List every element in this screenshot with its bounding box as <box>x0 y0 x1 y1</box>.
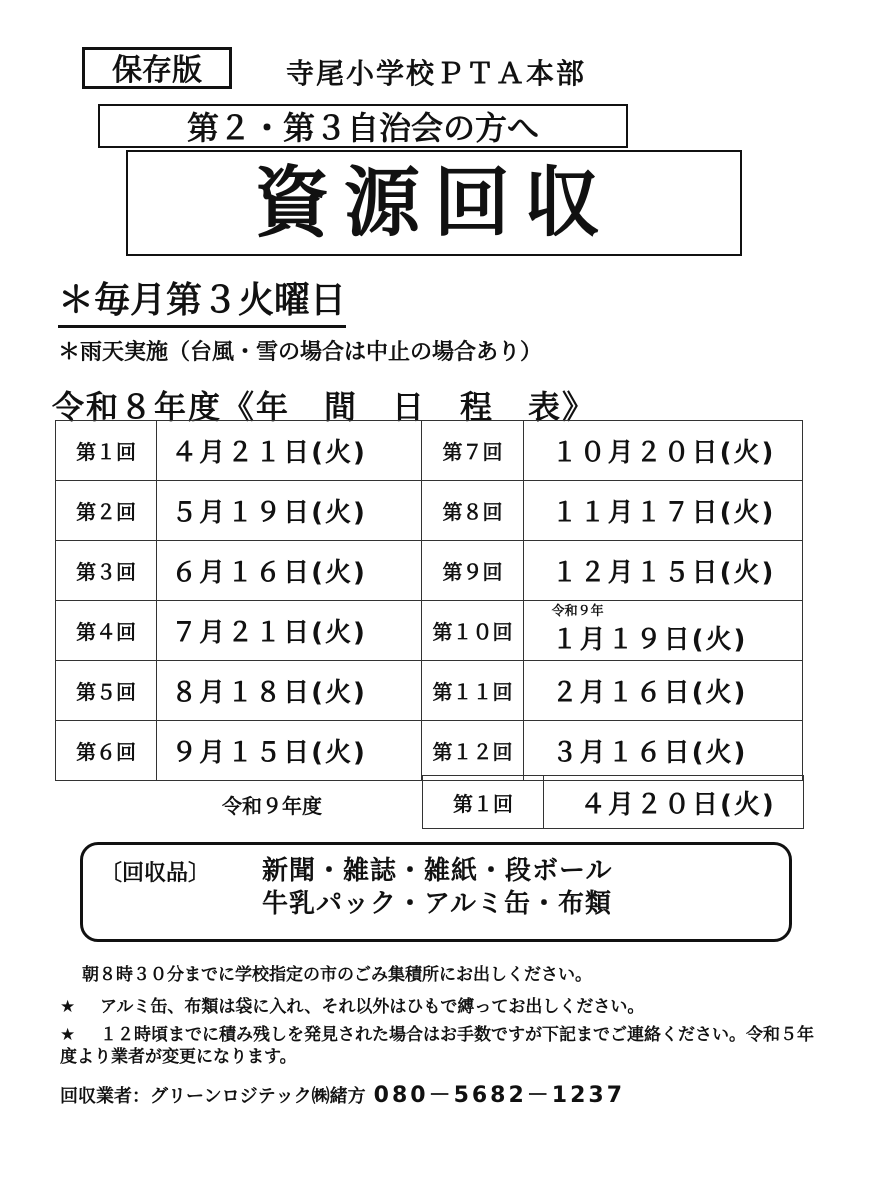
round-number: 第１０回 <box>422 601 523 661</box>
round-number: 第４回 <box>56 601 157 661</box>
badge-keep-edition: 保存版 <box>82 47 232 89</box>
collection-items-line: 新聞・雑誌・雑紙・段ボール <box>262 856 613 886</box>
round-date: ６月１６日(火) <box>157 541 422 601</box>
round-number: 第３回 <box>56 541 157 601</box>
round-date: ５月１９日(火) <box>157 481 422 541</box>
vendor-phone: 080－5682－1237 <box>373 1083 626 1108</box>
star-icon: ★ <box>60 1025 76 1045</box>
round-date: ４月２０日(火) <box>544 776 804 829</box>
collection-items-label: 〔回収品〕 <box>100 861 211 886</box>
round-date: ８月１８日(火) <box>157 661 422 721</box>
round-number: 第１２回 <box>422 721 523 781</box>
vendor-label: 回収業者：グリーンロジテック㈱緒方 <box>60 1086 366 1107</box>
page-title: 資源回収 <box>126 150 742 256</box>
round-number: 第９回 <box>422 541 523 601</box>
next-year-table <box>422 775 804 829</box>
audience-label: 第２・第３自治会の方へ <box>98 104 628 148</box>
round-number: 第１回 <box>423 776 544 829</box>
round-number: 第２回 <box>56 481 157 541</box>
round-date: １０月２０日(火) <box>523 421 802 481</box>
round-date: ２月１６日(火) <box>523 661 802 721</box>
table-row <box>56 661 803 721</box>
note-text: １２時頃までに積み残しを発見された場合はお手数ですが下記までご連絡ください。令和５年度より業者が変更になります。 <box>60 1025 814 1067</box>
round-number: 第５回 <box>56 661 157 721</box>
time-note: 朝８時３０分までに学校指定の市のごみ集積所にお出しください。 <box>82 965 592 985</box>
round-number: 第７回 <box>422 421 523 481</box>
round-date: ７月２１日(火) <box>157 601 422 661</box>
organization-name: 寺尾小学校ＰＴＡ本部 <box>286 57 587 90</box>
round-date: ４月２１日(火) <box>157 421 422 481</box>
table-row <box>56 601 803 661</box>
vendor-info <box>60 1078 625 1109</box>
schedule-day: ＊毎月第３火曜日 <box>58 272 346 323</box>
next-year-label: 令和９年度 <box>222 794 322 818</box>
table-row <box>56 721 803 781</box>
table-row <box>56 481 803 541</box>
round-number: 第１１回 <box>422 661 523 721</box>
bagging-note <box>60 992 644 1017</box>
round-date: ３月１６日(火) <box>523 721 802 781</box>
round-date: １月１９日(火) <box>551 624 748 655</box>
round-date-with-era <box>523 601 802 661</box>
round-number: 第６回 <box>56 721 157 781</box>
table-row <box>56 421 803 481</box>
round-date: １１月１７日(火) <box>523 481 802 541</box>
collection-items-line: 牛乳パック・アルミ缶・布類 <box>262 889 612 919</box>
leftover-note <box>60 1024 820 1068</box>
star-icon: ★ <box>60 997 76 1017</box>
table-row <box>56 541 803 601</box>
rain-note: ＊雨天実施（台風・雪の場合は中止の場合あり） <box>58 340 543 365</box>
note-text: アルミ缶、布類は袋に入れ、それ以外はひもで縛ってお出しください。 <box>100 997 645 1017</box>
round-number: 第１回 <box>56 421 157 481</box>
schedule-table <box>55 420 803 781</box>
round-date: １２月１５日(火) <box>523 541 802 601</box>
table-row <box>423 776 804 829</box>
schedule-title: 令和８年度《年 間 日 程 表》 <box>52 388 597 426</box>
round-number: 第８回 <box>422 481 523 541</box>
round-date: ９月１５日(火) <box>157 721 422 781</box>
era-label: 令和９年 <box>551 603 604 619</box>
